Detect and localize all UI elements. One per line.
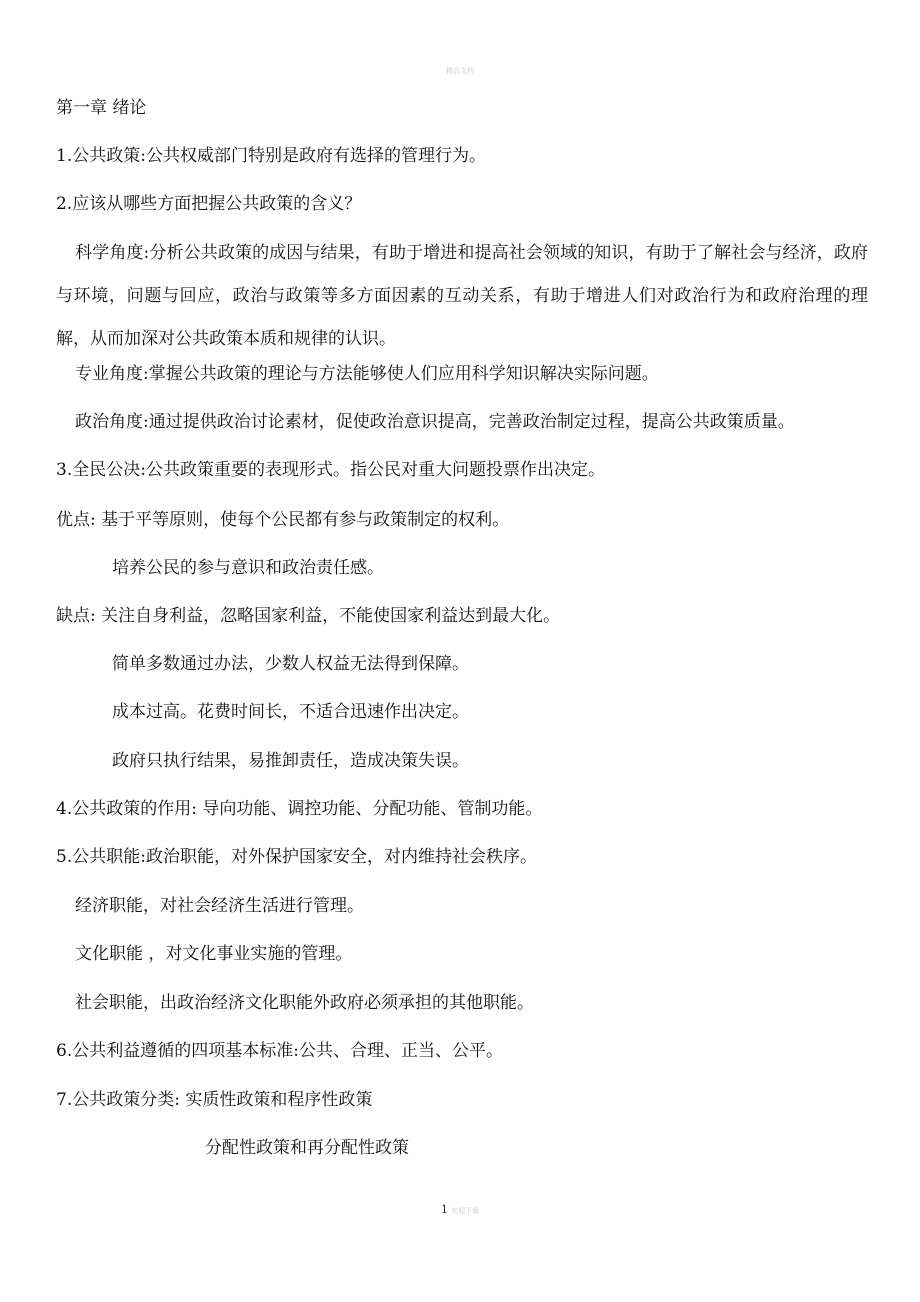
item-3-pros-2: 培养公民的参与意识和政治责任感。	[112, 558, 384, 578]
item-2: 2.应该从哪些方面把握公共政策的含义？	[56, 194, 362, 214]
item-4: 4.公共政策的作用: 导向功能、调控功能、分配功能、管制功能。	[56, 799, 543, 819]
page-footer	[0, 1203, 920, 1216]
item-3-cons-4: 政府只执行结果，易推卸责任，造成决策失误。	[112, 751, 469, 771]
item-5-economic: 经济职能，对社会经济生活进行管理。	[75, 896, 364, 916]
item-7: 7.公共政策分类: 实质性政策和程序性政策	[56, 1090, 373, 1110]
item-5-social: 社会职能，出政治经济文化职能外政府必须承担的其他职能。	[75, 993, 534, 1013]
page-number: 1	[441, 1203, 448, 1216]
item-3: 3.全民公决:公共政策重要的表现形式。指公民对重大问题投票作出决定。	[56, 460, 605, 480]
item-5: 5.公共职能:政治职能，对外保护国家安全，对内维持社会秩序。	[56, 847, 537, 867]
item-2-political: 政治角度:通过提供政治讨论素材，促使政治意识提高，完善政治制定过程，提高公共政策质量。	[75, 412, 795, 432]
item-3-cons-1: 缺点: 关注自身利益，忽略国家利益，不能使国家利益达到最大化。	[56, 606, 561, 626]
item-3-cons-2: 简单多数通过办法，少数人权益无法得到保障。	[112, 654, 469, 674]
item-1: 1.公共政策:公共权威部门特别是政府有选择的管理行为。	[56, 146, 486, 166]
item-3-pros-1: 优点: 基于平等原则，使每个公民都有参与政策制定的权利。	[56, 510, 510, 530]
item-6: 6.公共利益遵循的四项基本标准:公共、合理、正当、公平。	[56, 1041, 503, 1061]
item-5-cultural: 文化职能 ，对文化事业实施的管理。	[75, 944, 353, 964]
item-3-cons-3: 成本过高。花费时间长，不适合迅速作出决定。	[112, 702, 469, 722]
item-2-science-text: 科学角度:分析公共政策的成因与结果，有助于增进和提高社会领域的知识，有助于了解社会与经济，政府与环境，问题与回应，政治与政策等多方面因素的互动关系，有助于增进人们对政治行为和政府治理的理解，从而加深对公共政策本质和规律的认识。	[56, 243, 868, 349]
chapter-title: 第一章 绪论	[56, 98, 147, 118]
item-7-line-2: 分配性政策和再分配性政策	[205, 1138, 409, 1158]
footer-watermark: 欢迎下载	[451, 1207, 479, 1215]
item-2-professional: 专业角度:掌握公共政策的理论与方法能够使人们应用科学知识解决实际问题。	[75, 364, 659, 384]
header-watermark: 精品文档	[446, 67, 474, 75]
item-2-science-paragraph	[56, 232, 868, 361]
